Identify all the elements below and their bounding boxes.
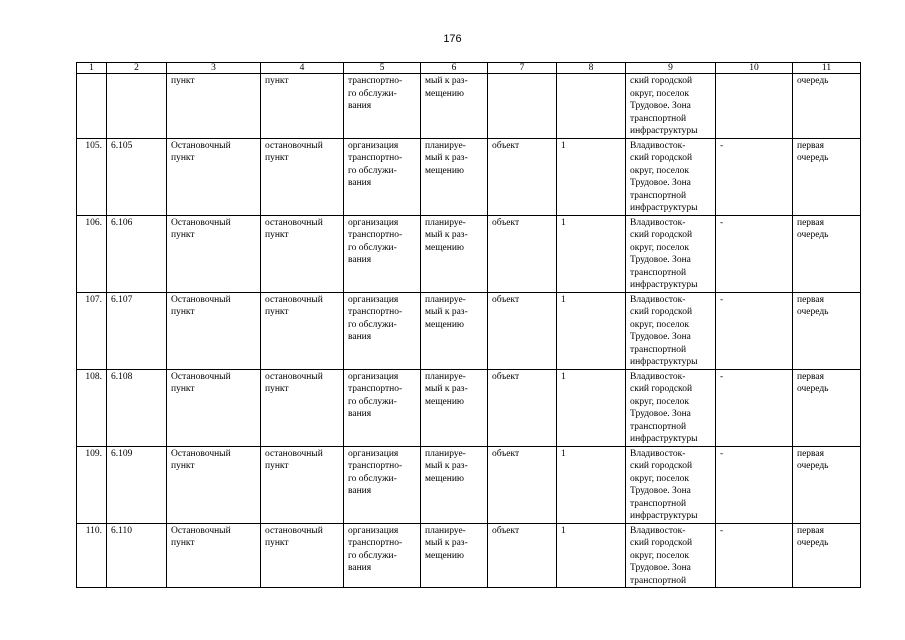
cell-line: объект — [492, 217, 520, 228]
column-header: 8 — [557, 63, 626, 74]
location-cell — [626, 523, 716, 588]
location-cell — [626, 292, 716, 369]
cell-line: транспортно- — [348, 153, 403, 163]
stage-cell — [793, 369, 861, 446]
cell-line: Трудовое. Зона — [630, 563, 691, 573]
cell-line: пункт — [171, 384, 195, 394]
cell-line: планируе- — [425, 217, 466, 228]
location-cell — [626, 446, 716, 523]
cell-line: Остановочный — [171, 294, 231, 305]
purpose-cell — [344, 369, 421, 446]
cell-line: инфраструктуры — [630, 511, 698, 521]
cell-line: первая — [797, 217, 824, 228]
cell-line: Владивосток- — [630, 294, 686, 305]
cell-line: мый к раз- — [425, 461, 468, 471]
code-cell — [107, 74, 167, 139]
cell-line: - — [720, 371, 724, 382]
cell-line: планируе- — [425, 294, 466, 305]
type-cell — [261, 138, 344, 215]
type-cell — [261, 74, 344, 139]
zone-cell — [716, 446, 793, 523]
code-cell: 6.108 — [107, 369, 167, 446]
column-header: 3 — [167, 63, 261, 74]
cell-line: 1 — [561, 371, 566, 382]
name-cell — [167, 369, 261, 446]
zone-cell — [716, 292, 793, 369]
cell-line: транспортно- — [348, 76, 403, 86]
table-row — [77, 74, 861, 139]
row-number-cell: 105. — [77, 138, 107, 215]
cell-line: организация — [348, 525, 399, 536]
cell-line: округ, поселок — [630, 473, 690, 484]
cell-line: очередь — [797, 538, 829, 548]
zone-cell — [716, 369, 793, 446]
cell-line: объект — [492, 448, 520, 459]
cell-line: 1 — [561, 448, 566, 459]
cell-line: мый к раз- — [425, 153, 468, 163]
cell-line: транспортно- — [348, 538, 403, 548]
unit-cell — [488, 292, 557, 369]
cell-line: пункт — [265, 538, 289, 548]
cell-line: транспортной — [630, 113, 687, 124]
cell-line: вания — [348, 563, 372, 573]
type-cell — [261, 523, 344, 588]
cell-line: пункт — [265, 230, 289, 240]
cell-line: вания — [348, 101, 372, 111]
cell-line: организация — [348, 294, 399, 305]
column-header: 10 — [716, 63, 793, 74]
cell-line: ский городской — [630, 538, 693, 548]
cell-line: 1 — [561, 140, 566, 151]
unit-cell — [488, 74, 557, 139]
column-header: 1 — [77, 63, 107, 74]
cell-line: округ, поселок — [630, 550, 690, 561]
cell-line: транспортно- — [348, 230, 403, 240]
cell-line: - — [720, 294, 724, 305]
cell-line: мый к раз- — [425, 384, 468, 394]
cell-line: ский городской — [630, 461, 693, 471]
cell-line: объект — [492, 371, 520, 382]
cell-line: объект — [492, 294, 520, 305]
cell-line: Владивосток- — [630, 140, 686, 151]
cell-line: Остановочный — [171, 140, 231, 151]
cell-line: очередь — [797, 307, 829, 317]
cell-line: инфраструктуры — [630, 280, 698, 290]
cell-line: - — [720, 140, 724, 151]
unit-cell — [488, 369, 557, 446]
cell-line: 1 — [561, 217, 566, 228]
document-table — [76, 62, 861, 588]
cell-line: организация — [348, 217, 399, 228]
cell-line: ский городской — [630, 76, 693, 86]
status-cell — [421, 292, 488, 369]
cell-line: 1 — [561, 294, 566, 305]
name-cell — [167, 74, 261, 139]
status-cell — [421, 138, 488, 215]
location-cell — [626, 215, 716, 292]
stage-cell — [793, 292, 861, 369]
column-header: 9 — [626, 63, 716, 74]
name-cell — [167, 523, 261, 588]
cell-line: Трудовое. Зона — [630, 178, 691, 188]
cell-line: го обслужи- — [348, 319, 397, 330]
cell-line: го обслужи- — [348, 473, 397, 484]
stage-cell — [793, 523, 861, 588]
cell-line: остановочный — [265, 140, 323, 151]
zone-cell — [716, 74, 793, 139]
cell-line: го обслужи- — [348, 165, 397, 176]
stage-cell — [793, 215, 861, 292]
cell-line: пункт — [171, 230, 195, 240]
location-cell — [626, 138, 716, 215]
cell-line: остановочный — [265, 448, 323, 459]
cell-line: инфраструктуры — [630, 203, 698, 213]
cell-line: - — [720, 525, 724, 536]
cell-line: ский городской — [630, 384, 693, 394]
purpose-cell — [344, 215, 421, 292]
cell-line: объект — [492, 525, 520, 536]
cell-line: первая — [797, 525, 824, 536]
cell-line: вания — [348, 332, 372, 342]
cell-line: пункт — [171, 76, 195, 86]
table-body — [77, 74, 861, 588]
cell-line: транспортной — [630, 575, 687, 586]
cell-line: остановочный — [265, 371, 323, 382]
cell-line: Владивосток- — [630, 371, 686, 382]
quantity-cell — [557, 369, 626, 446]
cell-line: мый к раз- — [425, 76, 468, 86]
table-row — [77, 292, 861, 369]
cell-line: го обслужи- — [348, 88, 397, 99]
cell-line: Владивосток- — [630, 525, 686, 536]
quantity-cell — [557, 523, 626, 588]
type-cell — [261, 369, 344, 446]
type-cell — [261, 215, 344, 292]
page-number: 176 — [443, 33, 462, 45]
cell-line: организация — [348, 140, 399, 151]
purpose-cell — [344, 74, 421, 139]
stage-cell — [793, 138, 861, 215]
cell-line: планируе- — [425, 525, 466, 536]
location-cell — [626, 369, 716, 446]
cell-line: планируе- — [425, 448, 466, 459]
code-cell: 6.107 — [107, 292, 167, 369]
unit-cell — [488, 138, 557, 215]
zone-cell — [716, 523, 793, 588]
cell-line: - — [720, 448, 724, 459]
row-number-cell — [77, 74, 107, 139]
column-header: 5 — [344, 63, 421, 74]
cell-line: Трудовое. Зона — [630, 409, 691, 419]
name-cell — [167, 215, 261, 292]
type-cell — [261, 292, 344, 369]
cell-line: пункт — [171, 153, 195, 163]
cell-line: очередь — [797, 76, 829, 86]
status-cell — [421, 74, 488, 139]
unit-cell — [488, 523, 557, 588]
cell-line: го обслужи- — [348, 396, 397, 407]
cell-line: ский городской — [630, 230, 693, 240]
cell-line: округ, поселок — [630, 242, 690, 253]
status-cell — [421, 215, 488, 292]
cell-line: организация — [348, 448, 399, 459]
cell-line: первая — [797, 448, 824, 459]
stage-cell — [793, 74, 861, 139]
cell-line: го обслужи- — [348, 550, 397, 561]
cell-line: очередь — [797, 153, 829, 163]
cell-line: ский городской — [630, 153, 693, 163]
cell-line: пункт — [265, 461, 289, 471]
cell-line: Трудовое. Зона — [630, 255, 691, 265]
cell-line: пункт — [265, 384, 289, 394]
column-number-row — [77, 63, 861, 74]
table-row — [77, 215, 861, 292]
cell-line: Трудовое. Зона — [630, 101, 691, 111]
cell-line: мещению — [425, 473, 465, 484]
status-cell — [421, 446, 488, 523]
table-row — [77, 446, 861, 523]
cell-line: Остановочный — [171, 525, 231, 536]
row-number-cell: 109. — [77, 446, 107, 523]
name-cell — [167, 138, 261, 215]
cell-line: мещению — [425, 396, 465, 407]
purpose-cell — [344, 523, 421, 588]
cell-line: инфраструктуры — [630, 126, 698, 136]
cell-line: мещению — [425, 165, 465, 176]
cell-line: инфраструктуры — [630, 434, 698, 444]
column-header: 4 — [261, 63, 344, 74]
column-header: 6 — [421, 63, 488, 74]
cell-line: Трудовое. Зона — [630, 486, 691, 496]
cell-line: Остановочный — [171, 448, 231, 459]
cell-line: вания — [348, 255, 372, 265]
cell-line: планируе- — [425, 140, 466, 151]
table-row — [77, 523, 861, 588]
cell-line: остановочный — [265, 525, 323, 536]
cell-line: транспортной — [630, 190, 687, 201]
cell-line: округ, поселок — [630, 165, 690, 176]
cell-line: транспортной — [630, 498, 687, 509]
cell-line: Владивосток- — [630, 217, 686, 228]
cell-line: очередь — [797, 461, 829, 471]
row-number-cell: 110. — [77, 523, 107, 588]
unit-cell — [488, 215, 557, 292]
column-header: 11 — [793, 63, 861, 74]
cell-line: го обслужи- — [348, 242, 397, 253]
cell-line: мый к раз- — [425, 538, 468, 548]
status-cell — [421, 523, 488, 588]
code-cell: 6.109 — [107, 446, 167, 523]
cell-line: мый к раз- — [425, 307, 468, 317]
quantity-cell — [557, 215, 626, 292]
name-cell — [167, 292, 261, 369]
name-cell — [167, 446, 261, 523]
cell-line: транспортной — [630, 421, 687, 432]
cell-line: транспортно- — [348, 307, 403, 317]
cell-line: вания — [348, 486, 372, 496]
cell-line: организация — [348, 371, 399, 382]
cell-line: Владивосток- — [630, 448, 686, 459]
zone-cell — [716, 215, 793, 292]
status-cell — [421, 369, 488, 446]
cell-line: пункт — [265, 76, 289, 86]
quantity-cell — [557, 74, 626, 139]
cell-line: транспортно- — [348, 461, 403, 471]
quantity-cell — [557, 138, 626, 215]
row-number-cell: 106. — [77, 215, 107, 292]
cell-line: Остановочный — [171, 217, 231, 228]
cell-line: первая — [797, 140, 824, 151]
cell-line: округ, поселок — [630, 396, 690, 407]
location-cell — [626, 74, 716, 139]
code-cell: 6.110 — [107, 523, 167, 588]
quantity-cell — [557, 446, 626, 523]
cell-line: остановочный — [265, 217, 323, 228]
cell-line: остановочный — [265, 294, 323, 305]
purpose-cell — [344, 138, 421, 215]
code-cell: 6.105 — [107, 138, 167, 215]
cell-line: первая — [797, 294, 824, 305]
cell-line: транспортно- — [348, 384, 403, 394]
cell-line: инфраструктуры — [630, 357, 698, 367]
column-header: 7 — [488, 63, 557, 74]
cell-line: округ, поселок — [630, 88, 690, 99]
cell-line: вания — [348, 178, 372, 188]
cell-line: пункт — [265, 153, 289, 163]
cell-line: вания — [348, 409, 372, 419]
cell-line: пункт — [171, 538, 195, 548]
type-cell — [261, 446, 344, 523]
cell-line: планируе- — [425, 371, 466, 382]
cell-line: мещению — [425, 242, 465, 253]
purpose-cell — [344, 292, 421, 369]
unit-cell — [488, 446, 557, 523]
cell-line: очередь — [797, 384, 829, 394]
cell-line: мещению — [425, 550, 465, 561]
zone-cell — [716, 138, 793, 215]
cell-line: мещению — [425, 88, 465, 99]
cell-line: 1 — [561, 525, 566, 536]
row-number-cell: 107. — [77, 292, 107, 369]
cell-line: транспортной — [630, 344, 687, 355]
cell-line: транспортной — [630, 267, 687, 278]
code-cell: 6.106 — [107, 215, 167, 292]
cell-line: объект — [492, 140, 520, 151]
purpose-cell — [344, 446, 421, 523]
quantity-cell — [557, 292, 626, 369]
cell-line: мый к раз- — [425, 230, 468, 240]
column-header: 2 — [107, 63, 167, 74]
cell-line: пункт — [171, 461, 195, 471]
cell-line: - — [720, 217, 724, 228]
table-row — [77, 369, 861, 446]
cell-line: очередь — [797, 230, 829, 240]
cell-line: Трудовое. Зона — [630, 332, 691, 342]
stage-cell — [793, 446, 861, 523]
table-row — [77, 138, 861, 215]
cell-line: мещению — [425, 319, 465, 330]
cell-line: округ, поселок — [630, 319, 690, 330]
cell-line: Остановочный — [171, 371, 231, 382]
cell-line: ский городской — [630, 307, 693, 317]
cell-line: пункт — [171, 307, 195, 317]
cell-line: первая — [797, 371, 824, 382]
cell-line: пункт — [265, 307, 289, 317]
row-number-cell: 108. — [77, 369, 107, 446]
